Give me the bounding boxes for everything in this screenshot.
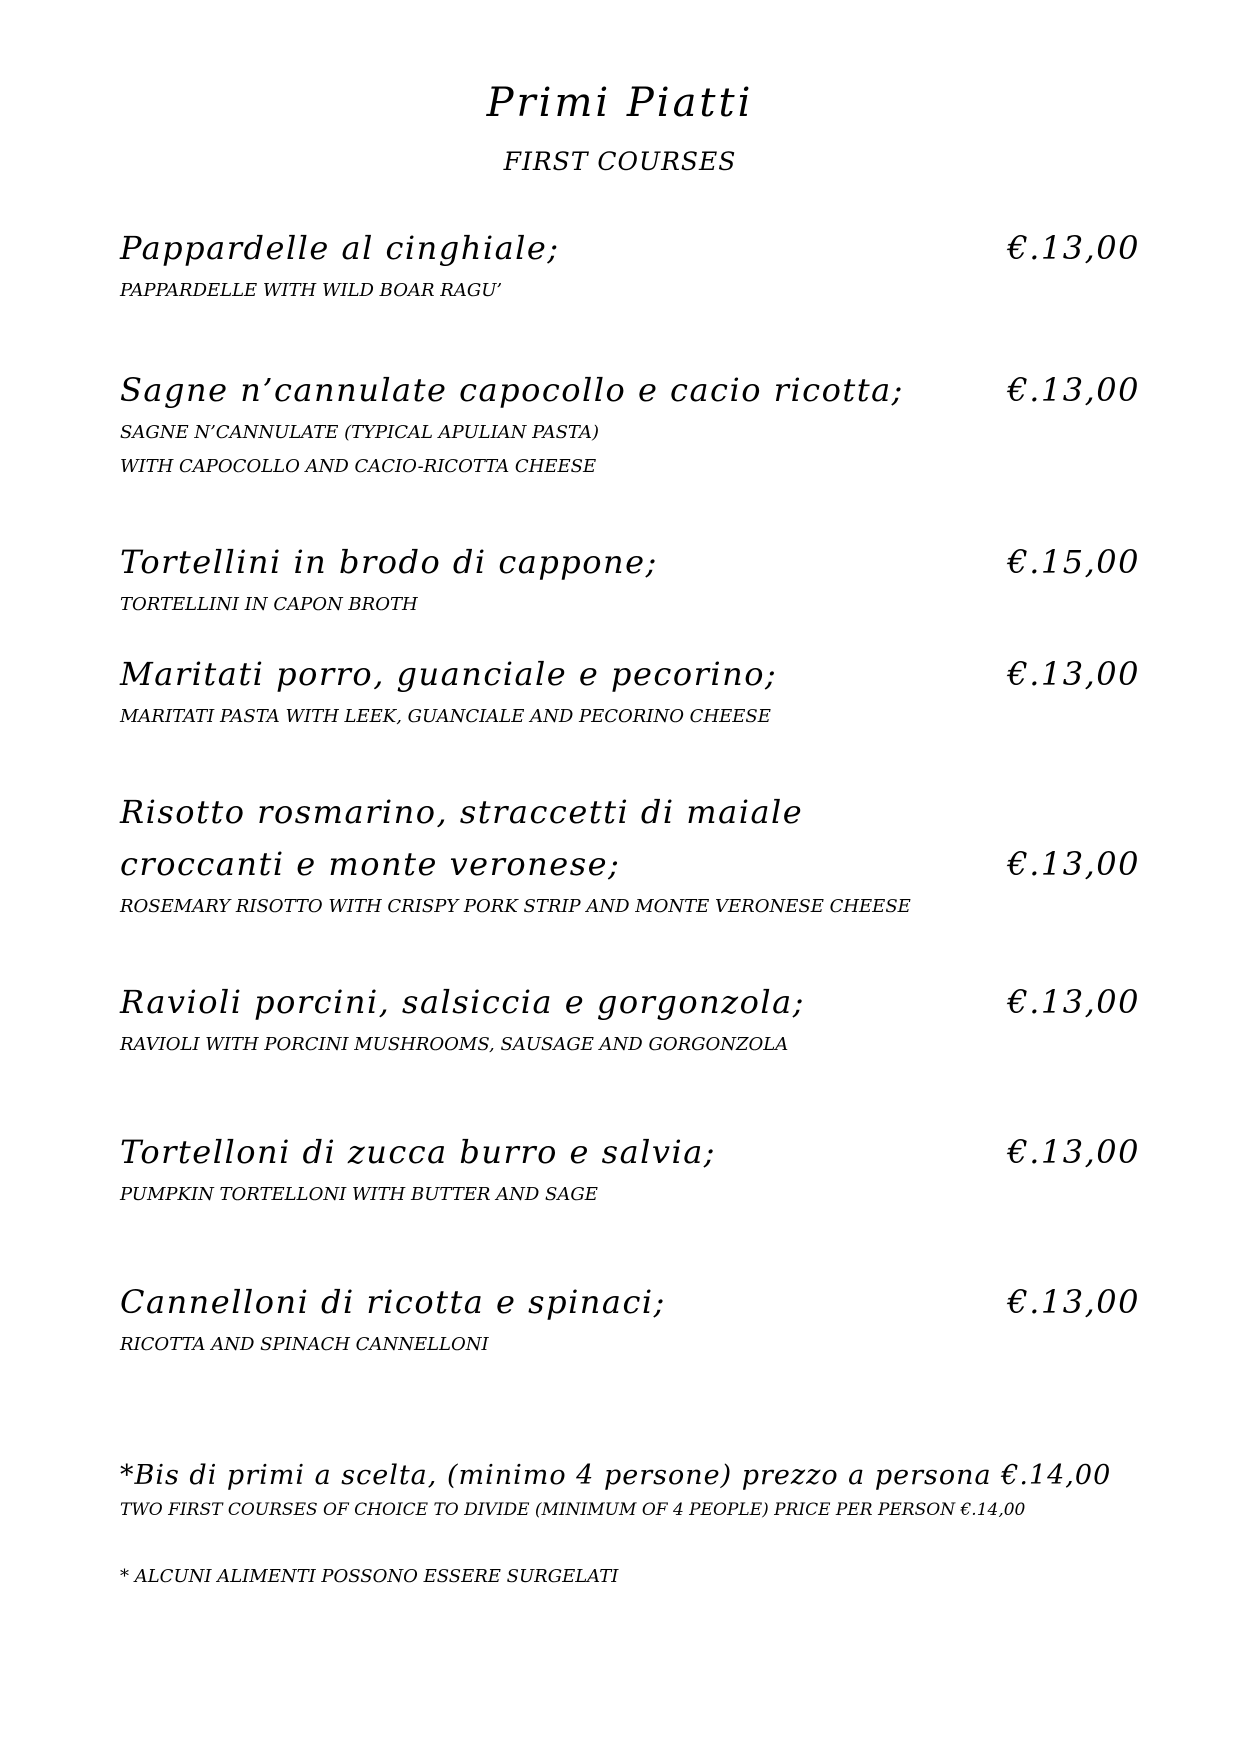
page-title: Primi Piatti [486, 80, 754, 126]
dish-description: ROSEMARY RISOTTO WITH CRISPY PORK STRIP AND MONTE VERONESE CHEESE [120, 896, 911, 917]
menu-item-sagne [120, 364, 1140, 484]
dish-description: MARITATI PASTA WITH LEEK, GUANCIALE AND PECORINO CHEESE [120, 706, 771, 727]
dish-price: €.15,00 [1007, 543, 1140, 581]
dish-name: Tortelloni di zucca burro e salvia; [120, 1133, 717, 1171]
dish-name: Sagne n’cannulate capocollo e cacio ricotta; [120, 371, 904, 409]
dish-name: Risotto rosmarino, straccetti di maiale [120, 793, 804, 831]
menu-item-cannelloni [120, 1276, 1140, 1362]
page-subtitle: FIRST COURSES [503, 147, 737, 176]
dish-name: Maritati porro, guanciale e pecorino; [120, 655, 778, 693]
dish-name: Tortellini in brodo di cappone; [120, 543, 658, 581]
menu-item-risotto [120, 786, 1140, 924]
menu-item-maritati [120, 648, 1140, 734]
dish-price: €.13,00 [1007, 371, 1140, 409]
dish-description: TORTELLINI IN CAPON BROTH [120, 594, 418, 615]
bis-note [120, 1456, 1140, 1524]
dish-description: PUMPKIN TORTELLONI WITH BUTTER AND SAGE [120, 1184, 598, 1205]
dish-name-continued: croccanti e monte veronese; [120, 845, 621, 883]
dish-description: PAPPARDELLE WITH WILD BOAR RAGU’ [120, 280, 503, 301]
dish-name: Cannelloni di ricotta e spinaci; [120, 1283, 666, 1321]
dish-price: €.13,00 [1007, 983, 1140, 1021]
dish-description: RAVIOLI WITH PORCINI MUSHROOMS, SAUSAGE AND GORGONZOLA [120, 1034, 789, 1055]
dish-description: SAGNE N’CANNULATE (TYPICAL APULIAN PASTA) [120, 422, 599, 443]
menu-item-tortelloni [120, 1126, 1140, 1212]
dish-price: €.13,00 [1007, 229, 1140, 267]
bis-note-description: TWO FIRST COURSES OF CHOICE TO DIVIDE (MINIMUM OF 4 PEOPLE) PRICE PER PERSON €.14,00 [120, 1500, 1026, 1520]
dish-description: RICOTTA AND SPINACH CANNELLONI [120, 1334, 489, 1355]
menu-item-ravioli [120, 976, 1140, 1062]
dish-description: WITH CAPOCOLLO AND CACIO-RICOTTA CHEESE [120, 456, 597, 477]
dish-price: €.13,00 [1007, 655, 1140, 693]
bis-note-text: *Bis di primi a scelta, (minimo 4 persone) prezzo a persona €.14,00 [120, 1460, 1112, 1491]
dish-price: €.13,00 [1007, 1133, 1140, 1171]
dish-name: Pappardelle al cinghiale; [120, 229, 560, 267]
dish-price: €.13,00 [1007, 845, 1140, 883]
frozen-food-footnote: * ALCUNI ALIMENTI POSSONO ESSERE SURGELATI [120, 1566, 619, 1587]
menu-item-tortellini [120, 536, 1140, 622]
dish-name: Ravioli porcini, salsiccia e gorgonzola; [120, 983, 805, 1021]
menu-item-pappardelle [120, 222, 1140, 308]
dish-price: €.13,00 [1007, 1283, 1140, 1321]
